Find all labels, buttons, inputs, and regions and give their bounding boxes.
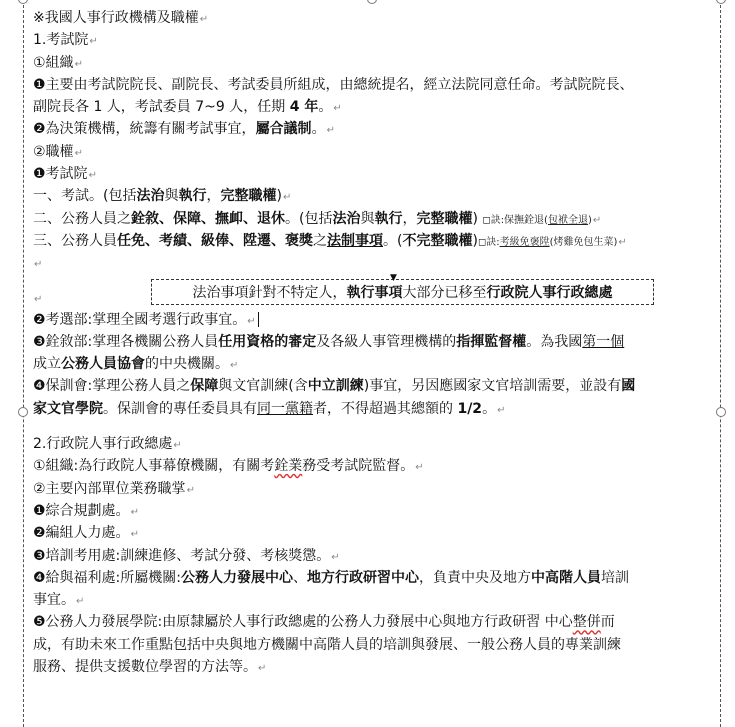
dgpa-unit-1: ❶綜合規劃處。↵: [33, 502, 139, 519]
section-gap: [33, 420, 713, 433]
mnemonic-note-2: ◻訣:保撫銓退(包袱全退): [482, 214, 592, 226]
dgpa-unit-5-line3: 服務、提供支援數位學習的方法等。↵: [33, 659, 267, 676]
dgpa-unit-2: ❷編組人力處。↵: [33, 525, 139, 542]
dgpa-unit-5-line1: ❺公務人力發展學院:由原隸屬於人事行政總處的公務人力發展中心與地方行政研習 中心整併而: [33, 614, 615, 631]
exam-yuan-powers-heading: ②職權↵: [33, 143, 83, 160]
exam-yuan-powers-sub: ❶考試院↵: [33, 166, 97, 183]
resize-handle-left-middle[interactable]: [18, 407, 28, 417]
mnemonic-note-3: ◻訣:考級免褒陞(烤雞免包生菜): [477, 236, 618, 248]
dgpa-unit-4-line2: 事宜。↵: [33, 592, 85, 609]
exam-yuan-org-p1-line1: ❶主要由考試院院長、副院長、考試委員所組成，由總統提名，經立法院同意任命。考試院院長、: [33, 76, 634, 93]
section-dgpa-heading: 2.行政院人事行政總處↵: [33, 436, 182, 453]
exam-yuan-org-p1-line2: 副院長各 1 人，考試委員 7~9 人，任期 4 年。↵: [33, 99, 342, 116]
exam-yuan-org-p2: ❷為決策機構，統籌有關考試事宜，屬合議制。↵: [33, 121, 335, 138]
civil-service-ministry-line1: ❸銓敘部:掌理各機關公務人員任用資格的審定及各級人事管理機構的指揮監督權。為我國第一個: [33, 333, 625, 350]
power-item-3: 三、公務人員任免、考績、級俸、陞遷、褒獎之法制事項。(不完整職權)◻訣:考級免褒陞(烤雞免包生菜)↵: [33, 232, 627, 249]
callout-anchor-icon: ▼: [390, 272, 397, 283]
dgpa-units-heading: ②主要內部單位業務職掌↵: [33, 480, 195, 497]
callout-row: [33, 272, 713, 309]
resize-handle-right-middle[interactable]: [716, 407, 726, 417]
text-cursor: [258, 312, 259, 327]
section-exam-yuan-heading: 1.考試院↵: [33, 32, 98, 49]
protection-commission-line2: 家文官學院。保訓會的專任委員具有同一黨籍者，不得超過其總額的 1/2。↵: [33, 400, 506, 417]
dgpa-unit-5-line2: 成，有助未來工作重點包括中央與地方機關中高階人員的培訓與發展、一般公務人員的專業訓練: [33, 636, 621, 653]
document-body[interactable]: [33, 7, 713, 678]
callout-box[interactable]: ▼ 法治事項針對不特定人，執行事項大部分已移至行政院人事行政總處: [151, 279, 654, 305]
power-item-2: 二、公務人員之銓敘、保障、撫卹、退休。(包括法治與執行，完整職權) ◻訣:保撫銓退(包袱全退)↵: [33, 210, 602, 227]
dgpa-org: ①組織:為行政院人事幕僚機關，有關考銓業務受考試院監督。↵: [33, 458, 424, 475]
dgpa-unit-3: ❸培訓考用處:訓練進修、考試分發、考核獎懲。↵: [33, 547, 340, 564]
exam-yuan-org-heading: ①組織↵: [33, 54, 83, 71]
exam-ministry: ❷考選部:掌理全國考選行政事宜。↵: [33, 309, 713, 331]
power-item-1: 一、考試。(包括法治與執行，完整職權)↵: [33, 188, 292, 205]
empty-paragraph: ↵: [34, 259, 43, 271]
doc-title: ※我國人事行政機構及職權↵: [33, 10, 209, 26]
paragraph-mark: ↵: [34, 293, 43, 305]
protection-commission-line1: ❹保訓會:掌理公務人員之保障與文官訓練(含中立訓練)事宜，另因應國家文官培訓需要，並設有國: [33, 378, 636, 395]
dgpa-unit-4-line1: ❹給與福利處:所屬機關:公務人力發展中心、地方行政研習中心，負責中央及地方中高階人員培訓: [33, 569, 629, 586]
civil-service-ministry-line2: 成立公務人員協會的中央機關。↵: [33, 356, 239, 373]
